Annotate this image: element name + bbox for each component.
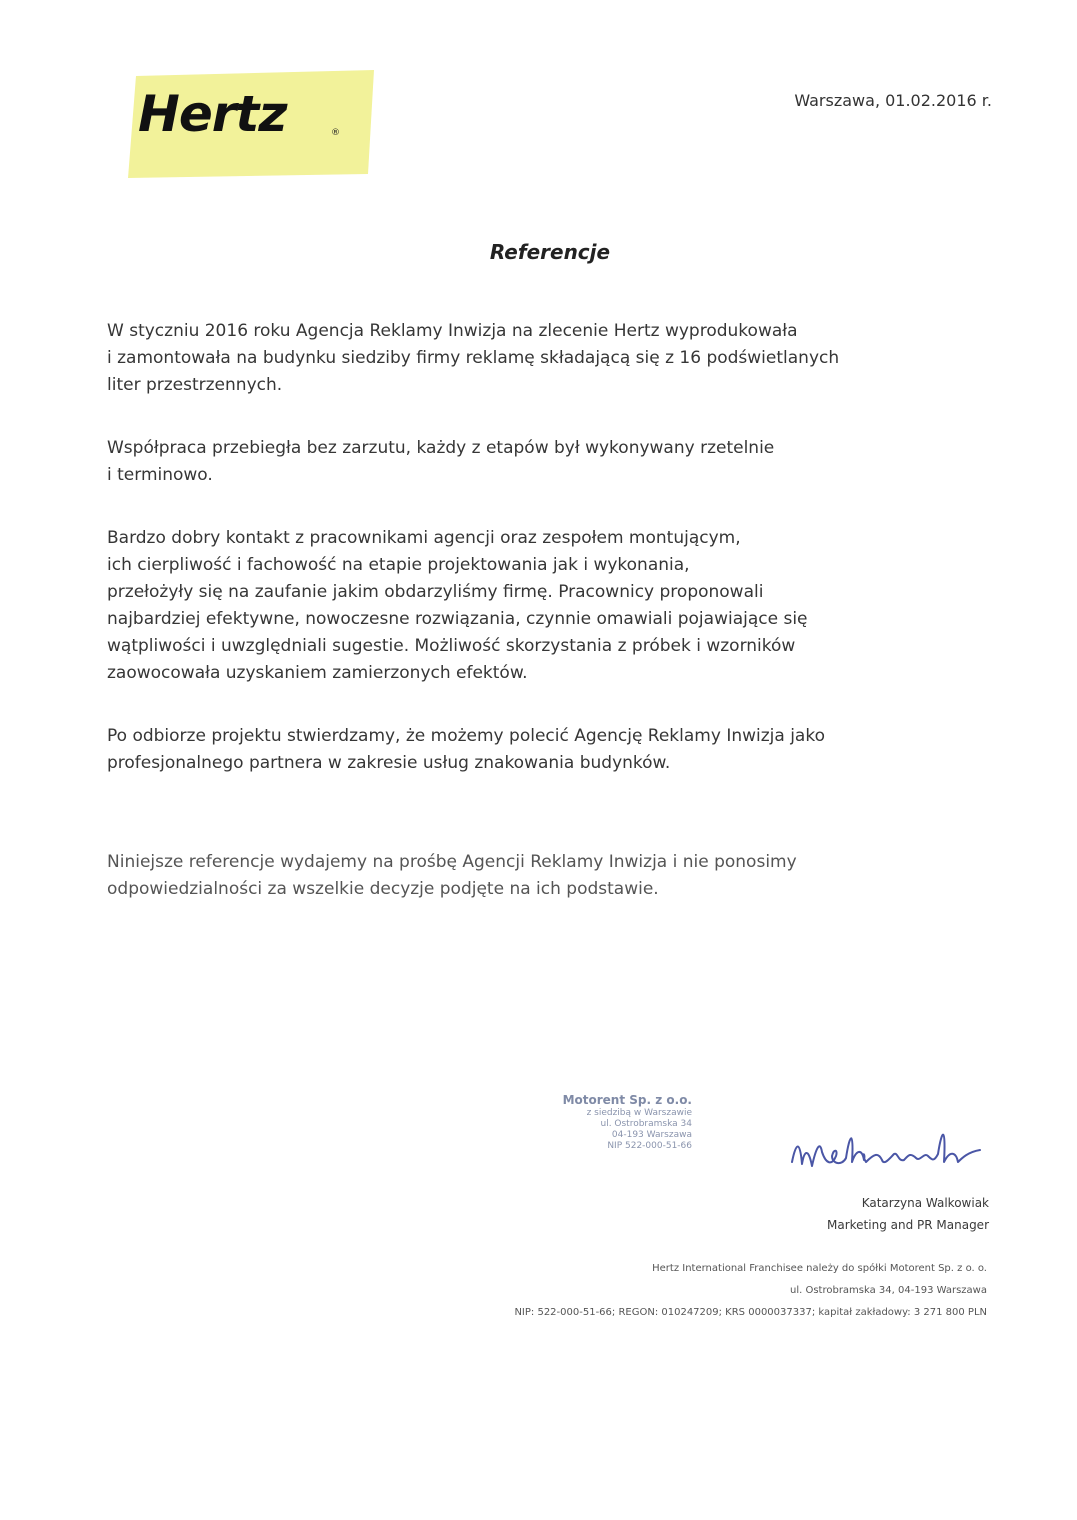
signer-name: Katarzyna Walkowiak: [861, 1196, 989, 1210]
text-line: ich cierpliwość i fachowość na etapie projektowania jak i wykonania,: [107, 555, 690, 575]
text-line: i terminowo.: [107, 465, 213, 485]
logo-text: Hertz: [138, 85, 287, 143]
footer-line: Hertz International Franchisee należy do spółki Motorent Sp. z o. o.: [652, 1263, 987, 1274]
text-line: Niniejsze referencje wydajemy na prośbę Agencji Reklamy Inwizja i nie ponosimy: [107, 852, 797, 872]
text-line: najbardziej efektywne, nowoczesne rozwiązania, czynnie omawiali pojawiające się: [107, 609, 808, 629]
text-line: zaowocowała uzyskaniem zamierzonych efektów.: [107, 663, 528, 683]
stamp-title: Motorent Sp. z o.o.: [562, 1093, 692, 1107]
text-line: wątpliwości i uwzględniali sugestie. Możliwość skorzystania z próbek i wzorników: [107, 636, 796, 656]
text-line: liter przestrzennych.: [107, 375, 283, 395]
hertz-logo: [128, 70, 378, 178]
stamp-line: z siedzibą w Warszawie: [586, 1108, 692, 1118]
text-line: Bardzo dobry kontakt z pracownikami agencji oraz zespołem montującym,: [107, 528, 741, 548]
paragraph-5: [107, 849, 997, 903]
stamp-line: NIP 522-000-51-66: [607, 1141, 692, 1151]
text-line: Współpraca przebiegła bez zarzutu, każdy z etapów był wykonywany rzetelnie: [107, 438, 775, 458]
signer-block: [827, 1192, 989, 1236]
paragraph-4: [107, 723, 997, 777]
footer-line: NIP: 522-000-51-66; REGON: 010247209; KRS 0000037337; kapitał zakładowy: 3 271 800 PLN: [514, 1307, 987, 1318]
company-stamp: [510, 1092, 692, 1152]
text-line: W styczniu 2016 roku Agencja Reklamy Inwizja na zlecenie Hertz wyprodukowała: [107, 321, 798, 341]
letter-title: Referencje: [489, 240, 611, 264]
letter-body: [107, 318, 997, 939]
letter-date: Warszawa, 01.02.2016 r.: [794, 91, 992, 110]
stamp-line: 04-193 Warszawa: [611, 1130, 692, 1140]
text-line: odpowiedzialności za wszelkie decyzje podjęte na ich podstawie.: [107, 879, 659, 899]
text-line: Po odbiorze projektu stwierdzamy, że możemy polecić Agencję Reklamy Inwizja jako: [107, 726, 825, 746]
text-line: i zamontowała na budynku siedziby firmy reklamę składającą się z 16 podświetlanych: [107, 348, 840, 368]
signer-role: Marketing and PR Manager: [827, 1218, 989, 1232]
paragraph-3: [107, 525, 997, 687]
stamp-line: ul. Ostrobramska 34: [600, 1119, 692, 1129]
paragraph-1: [107, 318, 997, 399]
registered-mark: ®: [331, 128, 340, 138]
handwritten-signature: [786, 1122, 996, 1184]
footer-line: ul. Ostrobramska 34, 04-193 Warszawa: [789, 1285, 987, 1296]
paragraph-2: [107, 435, 997, 489]
text-line: przełożyły się na zaufanie jakim obdarzyliśmy firmę. Pracownicy proponowali: [107, 582, 764, 602]
text-line: profesjonalnego partnera w zakresie usług znakowania budynków.: [107, 753, 671, 773]
company-footer: [514, 1258, 987, 1324]
